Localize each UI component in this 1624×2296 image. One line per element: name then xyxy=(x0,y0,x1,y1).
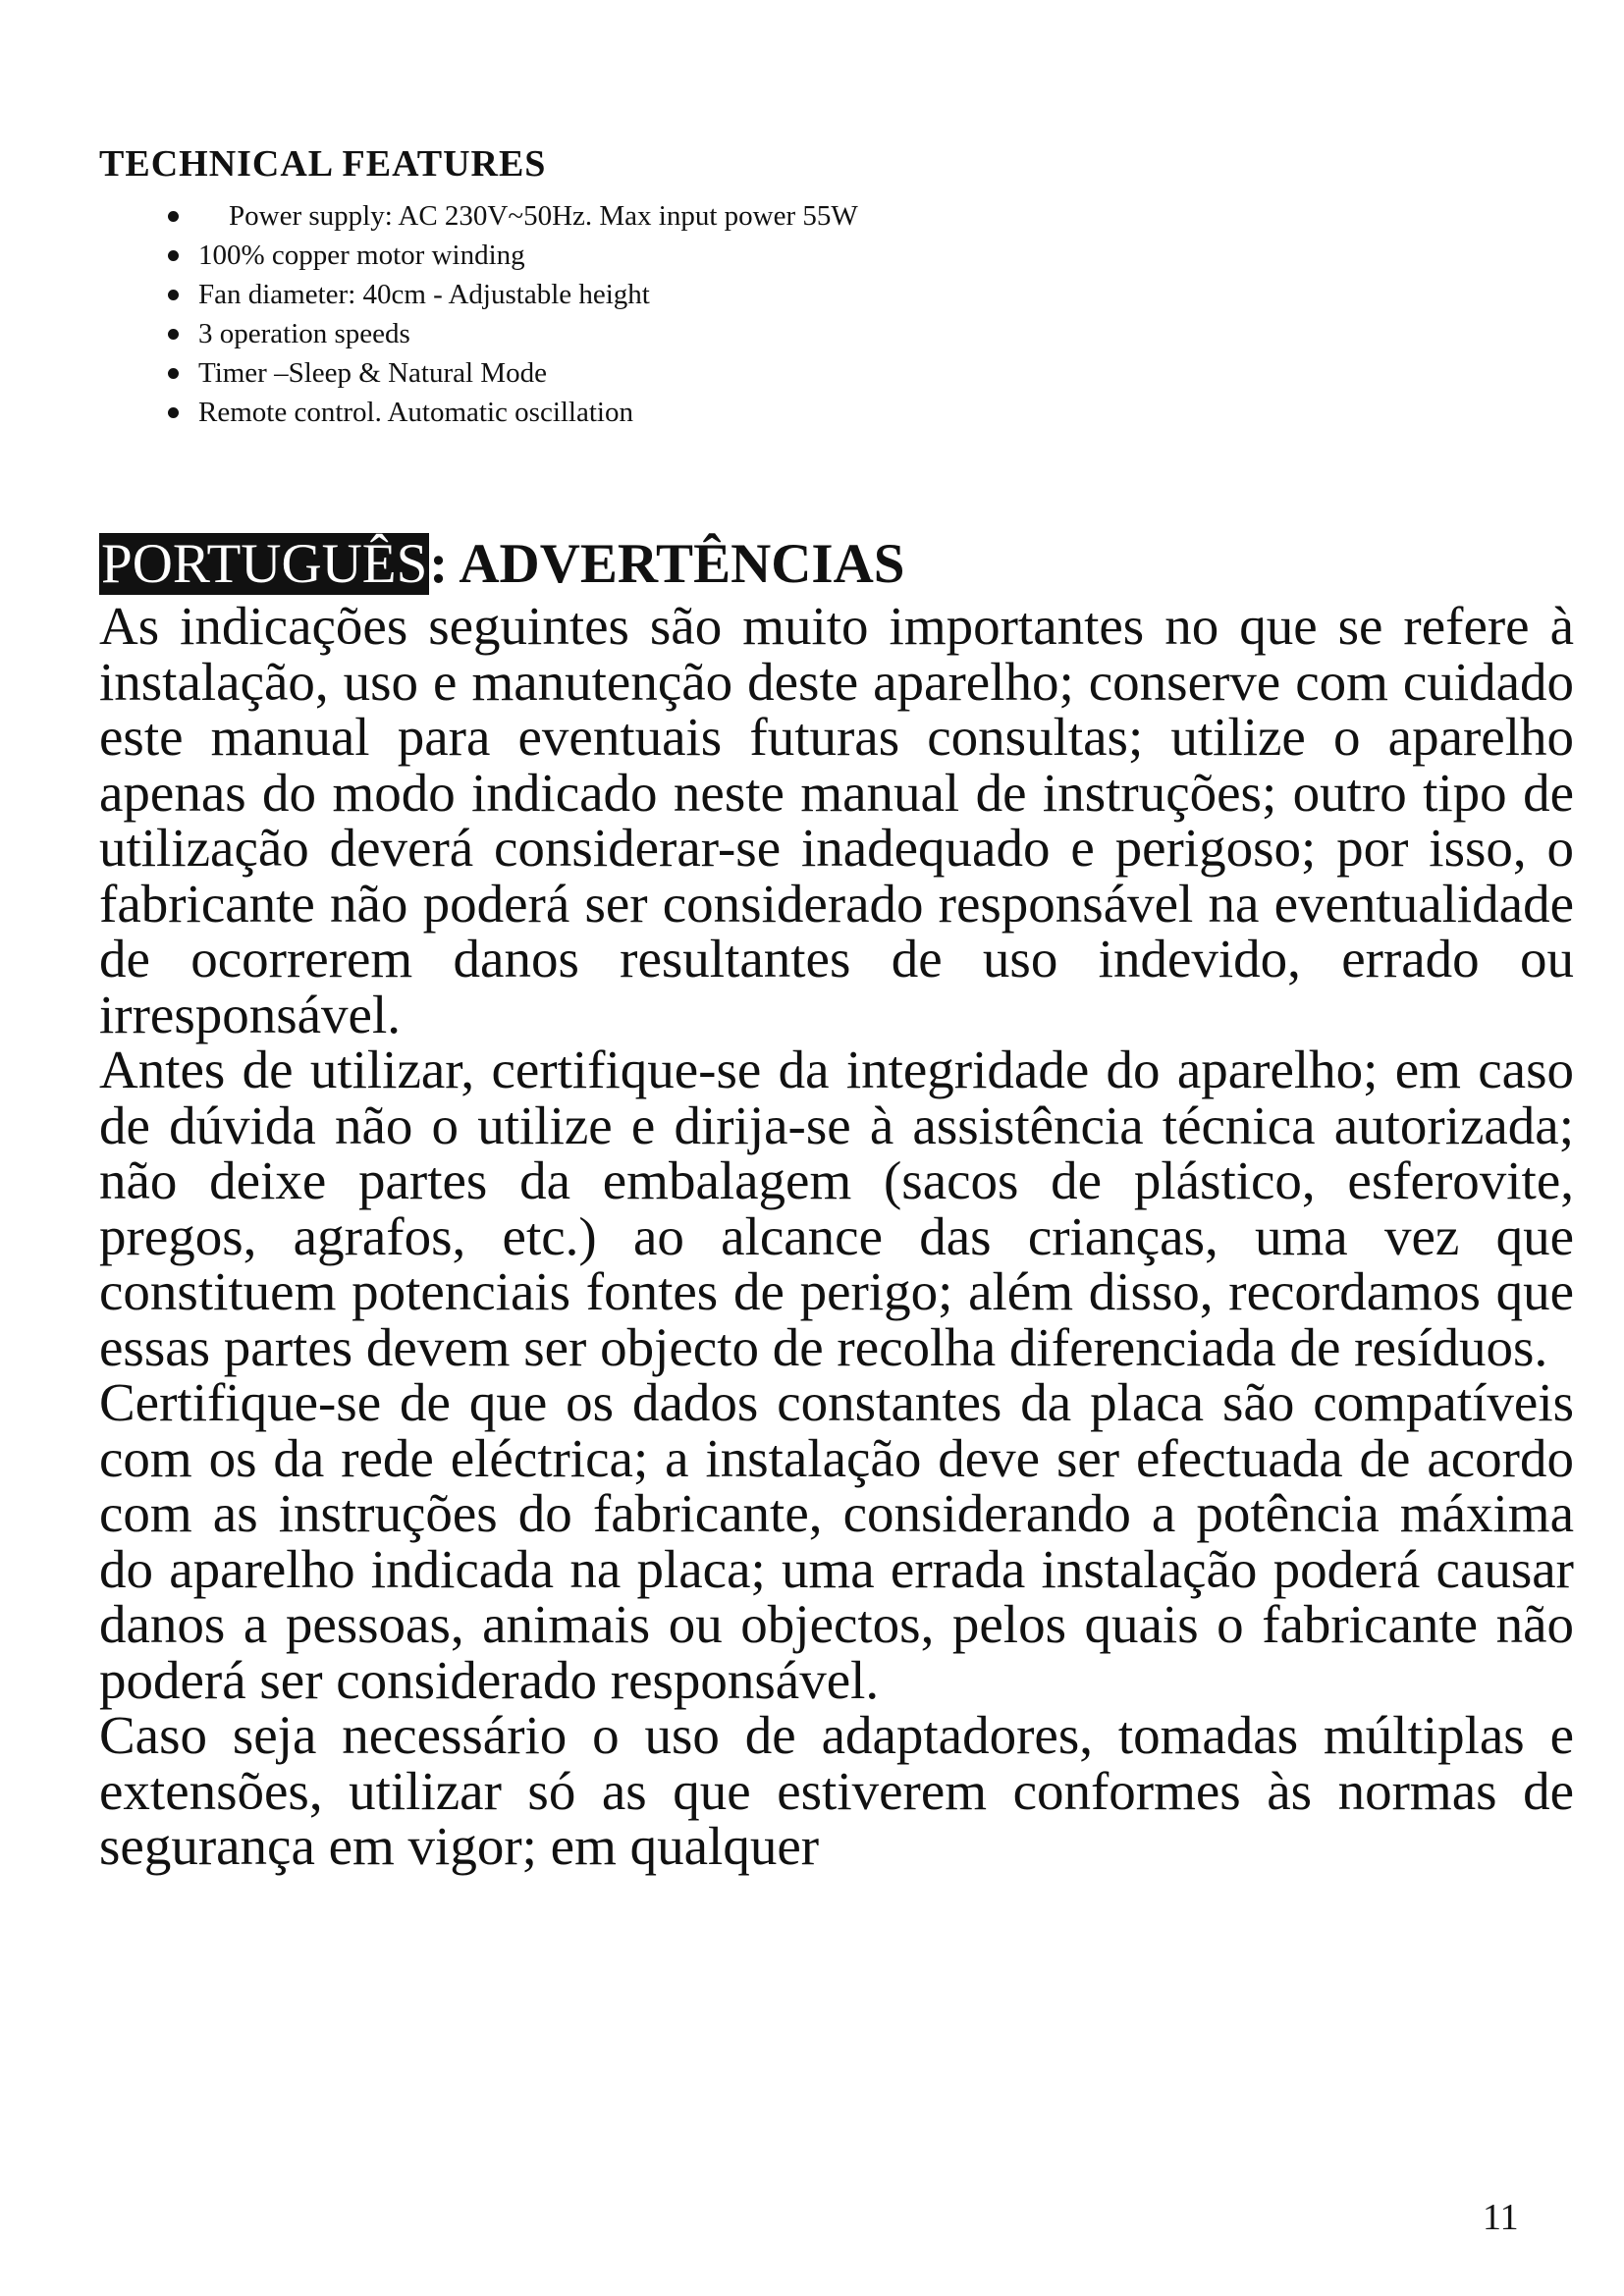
bullet-icon xyxy=(168,407,179,418)
feature-text: Fan diameter: 40cm - Adjustable height xyxy=(198,279,650,310)
feature-item xyxy=(99,353,858,393)
warning-paragraph: As indicações seguintes são muito importantes no que se refere à instalação, uso e manutenção deste aparelho; conserve com cuidado este manual para eventuais futuras consultas; utilize o aparelho apenas do modo indicado neste manual de instruções; outro tipo de utilização deverá considerar-se inadequado e perigoso; por isso, o fabricante não poderá ser considerado responsável na eventualidade de ocorrerem danos resultantes de uso indevido, errado ou irresponsável. xyxy=(99,596,1574,1044)
technical-features-list xyxy=(99,196,858,432)
warnings-body xyxy=(99,596,1574,1876)
warning-paragraph: Antes de utilizar, certifique-se da integridade do aparelho; em caso de dúvida não o utilize e dirija-se à assistência técnica autorizada; não deixe partes da embalagem (sacos de plástico, esferovite, pregos, agrafos, etc.) ao alcance das crianças, uma vez que constituem potenciais fontes de perigo; além disso, recordamos que essas partes devem ser objecto de recolha diferenciada de resíduos. xyxy=(99,1040,1574,1377)
language-label: PORTUGUÊS xyxy=(101,533,428,595)
warning-paragraph: Certifique-se de que os dados constantes da placa são compatíveis com os da rede eléctrica; a instalação deve ser efectuada de acordo com as instruções do fabricante, considerando a potência máxima do aparelho indicada na placa; uma errada instalação poderá causar danos a pessoas, animais ou objectos, pelos quais o fabricante não poderá ser considerado responsável. xyxy=(99,1372,1574,1710)
warning-paragraph: Caso seja necessário o uso de adaptadores, tomadas múltiplas e extensões, utilizar só as que estiverem conformes às normas de segurança em vigor; em qualquer xyxy=(99,1705,1574,1876)
feature-item xyxy=(99,275,858,314)
feature-text: Remote control. Automatic oscillation xyxy=(198,397,633,428)
heading-separator: : xyxy=(429,533,460,595)
feature-text: 100% copper motor winding xyxy=(198,240,525,271)
feature-text: Power supply: AC 230V~50Hz. Max input power 55W xyxy=(229,200,858,232)
feature-text: Timer –Sleep & Natural Mode xyxy=(198,357,547,389)
section-heading xyxy=(99,533,905,595)
page-number: 11 xyxy=(1483,2197,1519,2238)
feature-item xyxy=(99,196,858,236)
feature-item xyxy=(99,314,858,353)
bullet-icon xyxy=(168,368,179,379)
bullet-icon xyxy=(168,250,179,261)
feature-text: 3 operation speeds xyxy=(198,318,410,349)
technical-features-title: TECHNICAL FEATURES xyxy=(99,143,547,185)
bullet-icon xyxy=(168,290,179,300)
feature-item xyxy=(99,236,858,275)
bullet-icon xyxy=(168,329,179,340)
bullet-icon xyxy=(168,211,179,222)
feature-item xyxy=(99,393,858,432)
heading-title: ADVERTÊNCIAS xyxy=(459,533,905,595)
